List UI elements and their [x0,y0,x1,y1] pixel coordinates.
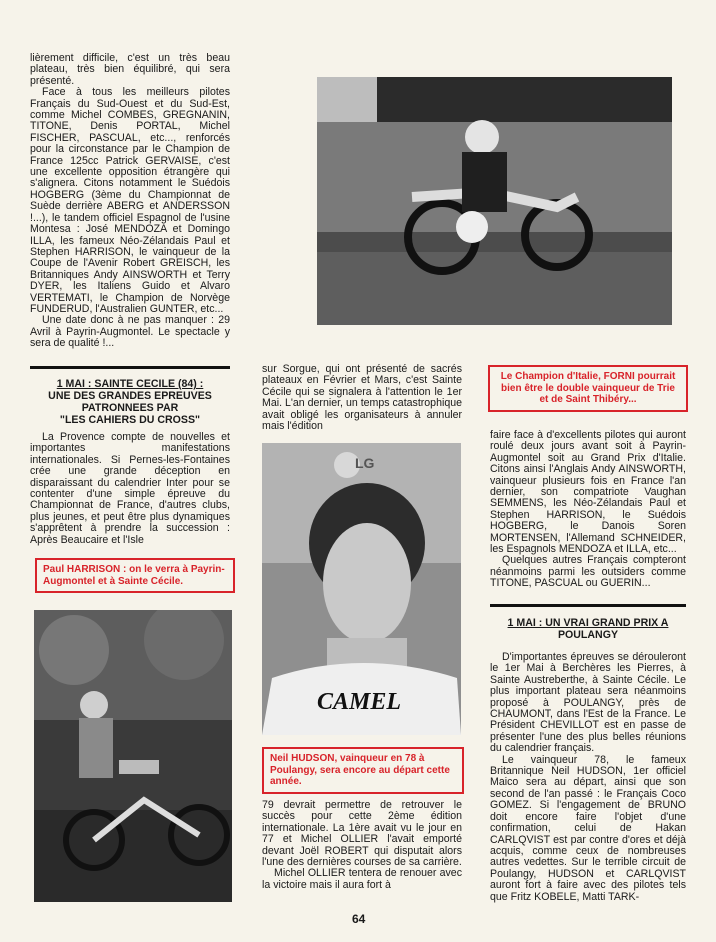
paragraph: 79 devrait permettre de retrouver le succès pour cette 2ème édition internationale. La 1ère avait vu le jour en 77 et Michel OLLIER l'avait emporté devant Joël ROBERT qui disputait alors l'une des dernières courses de sa carrière. [262,799,462,869]
paragraph: Quelques autres Français compteront néanmoins parmi les outsiders comme TITONE, PASCUAL ou GUERIN... [490,554,686,590]
heading-line: 1 MAI : SAINTE CECILE (84) : [56,378,204,390]
photo-paul-harrison [34,610,232,902]
camel-logo: CAMEL [317,689,402,715]
paragraph: lièrement difficile, c'est un très beau plateau, très bien équilibré, qui sera présenté. [30,52,230,87]
heading-line: POULANGY [557,629,619,641]
photo-rider-jump [317,77,672,325]
right-column-bottom [490,652,686,903]
section-heading-sainte-cecile [30,378,230,426]
paragraph: Le vainqueur 78, le fameux Britannique Neil HUDSON, 1er officiel Maico sera au départ, ainsi que son second de l'an passé : le Français Coco GOMEZ. Si l'engagement de BRUNO doit encore faire l'objet d'une confirmation, celui de Hakan CARLQVIST est par contre d'ores et déjà acquis, comme ceux de nombreuses autres vedettes. Sur le terrible circuit de Poulangy, HUDSON et CARLQVIST auront fort à faire avec des pilotes tels que Fritz KOBELE, Matti TARK- [490,753,686,903]
left-column-top [30,53,230,350]
caption-neil-hudson: Neil HUDSON, vainqueur en 78 à Poulangy, sera encore au départ cette année. [262,747,464,794]
right-column-top [490,430,686,590]
middle-column-bottom [262,800,462,891]
heading-line: 1 MAI : UN VRAI GRAND PRIX A [507,617,669,629]
left-column-mid [30,432,230,546]
paragraph: Une date donc à ne pas manquer : 29 Avril à Payrin-Augmontel. Le spectacle y sera de qualité !... [30,314,230,350]
heading-line: "LES CAHIERS DU CROSS" [59,414,201,426]
heading-line: UNE DES GRANDES EPREUVES [48,390,212,402]
paragraph: faire face à d'excellents pilotes qui auront roulé deux jours avant soit à Payrin-Augmontel soit au Grand Prix d'Italie. Citons ainsi l'Anglais Andy AINSWORTH, vainqueur plusieurs fois en France l'an dernier, son compatriote Vaughan SEMMENS, les Néo-Zélandais Paul et Stephen HARRISON, le Suédois HOGBERG, le Danois Soren MORTENSEN, l'Allemand SCHNEIDER, les Espagnols MENDOZA et ILLA, etc... [490,429,686,556]
section-divider [30,366,230,369]
lg-badge: LG [355,455,375,471]
caption-paul-harrison: Paul HARRISON : on le verra à Payrin-Augmontel et à Sainte Cécile. [35,558,235,593]
paragraph: Face à tous les meilleurs pilotes Français du Sud-Ouest et du Sud-Est, comme Michel COMBES, GREGNANIN, TITONE, Denis PORTAL, Michel FISCHER, PASCUAL, etc..., renforcés pour la circonstance par le Champion de France 125cc Patrick GERVAISE, c'est une excellente opposition étrangère qui s'alignera. Citons notamment le Suédois HOGBERG (3ème du Championnat de Suède derrière ABERG et ANDERSSON !...), le tandem officiel Espagnol de l'usine Montesa : José MENDOZA et Domingo ILLA, les fameux Néo-Zélandais Paul et Stephen HARRISON, le vainqueur de la Coupe de l'Avenir Robert GREISCH, les Britanniques Andy AINSWORTH et Terry DYER, les Italiens Guido et Alvaro VERTEMATI, le Champion de Norvège FUNDERUD, l'Australien GUNTER, etc... [30,86,230,315]
middle-column-top [262,364,462,432]
section-heading-poulangy [490,617,686,641]
paragraph: sur Sorgue, qui ont présenté de sacrés plateaux en Février et Mars, c'est Sainte Cécile qui se signalera à l'attention le 1er Mai. L'an dernier, un temps catastrophique avait obligé les organisateurs à annuler mais l'édition [262,363,462,433]
caption-forni: Le Champion d'Italie, FORNI pourrait bien être le double vainqueur de Trie et de Saint Thibéry... [488,365,688,412]
paragraph: D'importantes épreuves se dérouleront le 1er Mai à Berchères les Pierres, à Sainte Austreberthe, à Sainte Cécile. Le plus important plateau sera néanmoins proposé à POULANGY, près de CHAUMONT, dans l'Est de la France. Le Président CHEVILLOT est en passe de présenter l'une des plus belles réunions du calendrier français. [490,651,686,755]
section-divider [490,604,686,607]
page-number: 64 [352,912,366,926]
paragraph: La Provence compte de nouvelles et importantes manifestations internationales. Si Pernes-les-Fontaines crée une grande déception en disparaissant du calendrier Inter pour se contenter d'une simple épreuve du Championnat de France, d'autres clubs, plus jeunes, et peut être plus dynamiques s'apprêtent à prendre la succession : Après Beaucaire et l'Isle [30,431,230,546]
heading-line: PATRONNEES PAR [81,402,179,414]
photo-neil-hudson [262,443,461,735]
paragraph: Michel OLLIER tentera de renouer avec la victoire mais il aura fort à [262,867,462,891]
